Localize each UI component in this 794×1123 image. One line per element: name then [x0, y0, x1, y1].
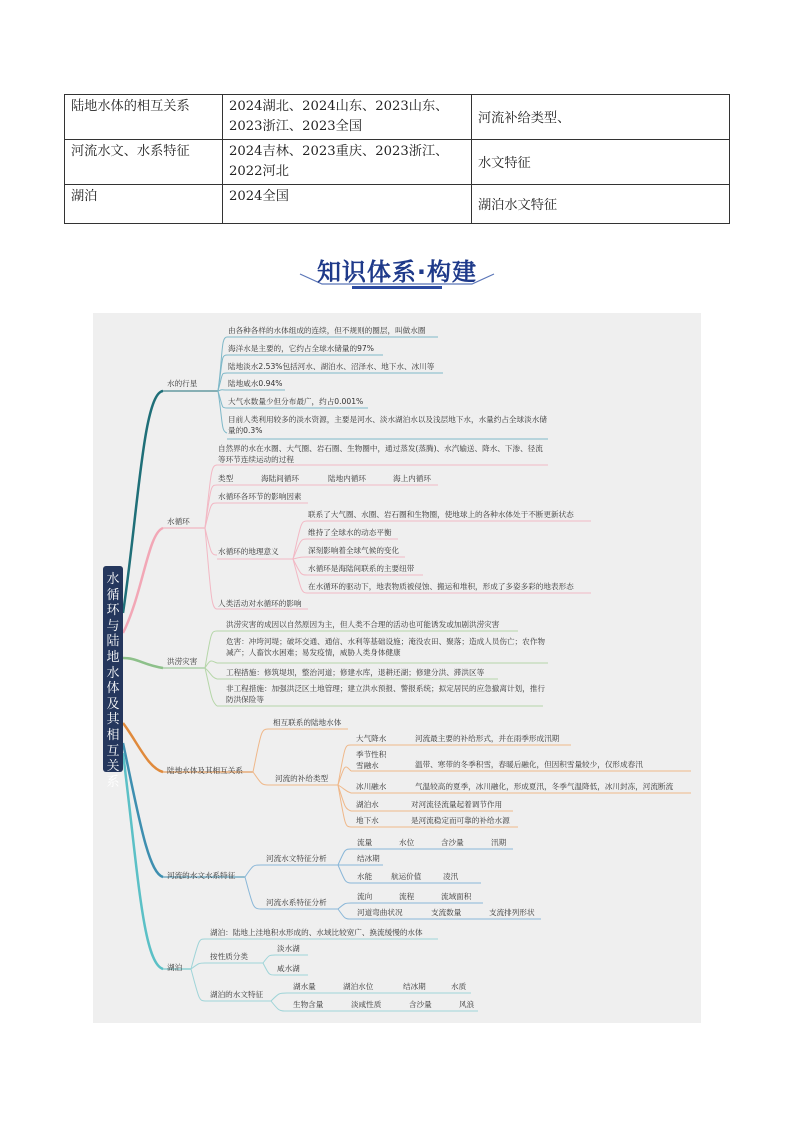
section-title: 知识体系·构建	[316, 258, 478, 286]
branch-label-flood: 洪涝灾害	[167, 657, 198, 666]
mindmap-node: 联系了大气圈、水圈、岩石圈和生物圈，使地球上的各种水体处于不断更新状态	[308, 510, 574, 519]
branch-label-water-cycle: 水循环	[167, 517, 190, 526]
mindmap-node: 河道弯曲状况	[357, 908, 403, 917]
mindmap-node: 淡水湖	[277, 944, 300, 953]
mindmap-node: 类型	[218, 474, 234, 483]
mindmap-node: 咸水湖	[277, 964, 300, 973]
mindmap-node: 深刻影响着全球气候的变化	[308, 546, 400, 555]
mindmap-node: 温带、寒带的冬季积雪，春暖后融化，但因积雪量较少，仅形成春汛	[415, 760, 643, 769]
mindmap-node: 含沙量	[441, 838, 464, 847]
mindmap-node: 海洋水是主要的，它约占全球水储量的97%	[228, 344, 374, 353]
mindmap-node: 生物含量	[293, 1000, 324, 1009]
mindmap-node: 对河流径流量起着调节作用	[411, 800, 503, 809]
mindmap-node: 河流的补给类型	[275, 774, 329, 783]
branch-label-lake: 湖泊	[167, 963, 183, 972]
mindmap-node: 工程措施：修筑堤坝，整治河道；修建水库，退耕还湖；修建分洪、滞洪区等	[226, 668, 485, 677]
branch-label-land-water: 陆地水体及其相互关系	[167, 766, 243, 775]
mindmap-node: 在水循环的驱动下，地表物质被侵蚀、搬运和堆积，形成了多姿多彩的地表形态	[308, 582, 574, 591]
mindmap-node: 洪涝灾害的成因以自然原因为主，但人类不合理的活动也可能诱发或加剧洪涝灾害	[226, 620, 500, 629]
table-row	[65, 140, 730, 185]
table-cell-focus: 湖泊水文特征	[472, 185, 730, 224]
mindmap-node: 季节性积雪融水	[356, 750, 387, 770]
mindmap-node: 大气降水	[356, 734, 387, 743]
table-cell-topic: 湖泊	[65, 185, 223, 224]
mindmap-node: 风浪	[459, 1000, 475, 1009]
table-cell-exams: 2024吉林、2023重庆、2023浙江、2022河北	[223, 140, 472, 185]
table-cell-topic: 陆地水体的相互关系	[65, 95, 223, 140]
table-row	[65, 95, 730, 140]
mindmap-node: 航运价值	[391, 872, 422, 881]
mindmap-node: 流向	[357, 892, 373, 901]
mindmap-node: 湖泊水	[356, 800, 379, 809]
mindmap-node: 水循环的地理意义	[218, 547, 279, 556]
mindmap-node: 汛期	[491, 838, 507, 847]
mindmap-node: 气温较高的夏季，冰川融化，形成夏汛，冬季气温降低，冰川封冻，河流断流	[415, 782, 674, 791]
mindmap-node: 非工程措施：加强洪泛区土地管理；建立洪水预报、警报系统；拟定居民的应急撤离计划，推行防洪保险等	[226, 684, 545, 704]
mindmap-node: 目前人类利用较多的淡水资源，主要是河水、淡水湖泊水以及浅层地下水，水量约占全球淡水储量的0.3%	[228, 415, 547, 435]
mindmap-node: 河流最主要的补给形式，并在雨季形成汛期	[415, 734, 560, 743]
mindmap-node: 水循环是海陆间联系的主要纽带	[308, 564, 415, 573]
mindmap-node: 流量	[357, 838, 373, 847]
mindmap-node: 结冰期	[403, 982, 426, 991]
mindmap-node: 湖泊的水文特征	[210, 990, 264, 999]
exam-topic-table	[64, 94, 730, 224]
table-cell-focus: 河流补给类型、	[472, 95, 730, 140]
mindmap-node: 水质	[451, 982, 467, 991]
mindmap-node: 湖泊：陆地上洼地积水形成的、水域比较宽广、换流缓慢的水体	[210, 928, 423, 937]
mindmap-node: 湖水量	[293, 982, 316, 991]
table-cell-exams: 2024全国	[223, 185, 472, 224]
mindmap-node: 陆地内循环	[328, 474, 366, 483]
mindmap-node: 水位	[399, 838, 415, 847]
table-row	[65, 185, 730, 224]
mindmap-node: 支流排列形状	[489, 908, 535, 917]
mindmap-node: 大气水数量少但分布最广，约占0.001%	[228, 397, 364, 406]
mindmap-root: 水循环与陆地水体及其相互关系	[103, 566, 123, 772]
mindmap-node: 冰川融水	[356, 782, 387, 791]
mindmap-node: 自然界的水在水圈、大气圈、岩石圈、生物圈中，通过蒸发(蒸腾)、水汽输送、降水、下渗、径流等环节连续运动的过程	[218, 444, 543, 464]
mindmap-node: 淡咸性质	[351, 1000, 382, 1009]
mindmap-node: 陆地淡水2.53%包括河水、湖泊水、沼泽水、地下水、冰川等	[228, 362, 435, 371]
mindmap-node: 流程	[399, 892, 415, 901]
mindmap-node: 湖泊水位	[343, 982, 374, 991]
mindmap-node: 危害：冲垮河堤；破坏交通、通信、水利等基础设施；淹没农田、聚落；造成人员伤亡；农作物减产；人畜饮水困难；易发疫情，威胁人类身体健康	[226, 637, 545, 657]
mindmap-node: 陆地咸水0.94%	[228, 379, 283, 388]
mindmap-node: 河流水系特征分析	[266, 898, 327, 907]
table-cell-topic: 河流水文、水系特征	[65, 140, 223, 185]
table-cell-exams: 2024湖北、2024山东、2023山东、2023浙江、2023全国	[223, 95, 472, 140]
mindmap-node: 水能	[357, 872, 373, 881]
mindmap-node: 含沙量	[409, 1000, 432, 1009]
mindmap-node: 人类活动对水循环的影响	[218, 599, 302, 608]
mindmap-node: 按性质分类	[210, 952, 248, 961]
mindmap-node: 流域面积	[441, 892, 472, 901]
mindmap-node: 结冰期	[357, 854, 380, 863]
mindmap-node: 凌汛	[443, 872, 459, 881]
branch-label-water-planet: 水的行星	[167, 379, 198, 388]
mindmap-node: 海上内循环	[393, 474, 431, 483]
branch-label-river-features: 河流的水文水系特征	[167, 871, 236, 880]
mindmap-node: 是河流稳定而可靠的补给水源	[411, 816, 510, 825]
mindmap-node: 地下水	[356, 816, 379, 825]
mindmap-node: 支流数量	[431, 908, 462, 917]
mindmap-node: 相互联系的陆地水体	[273, 718, 342, 727]
mindmap-node: 由各种各样的水体组成的连续，但不规则的圈层，叫做水圈	[228, 326, 426, 335]
mindmap-node: 水循环各环节的影响因素	[218, 492, 302, 501]
mindmap-node: 海陆间循环	[261, 474, 299, 483]
mindmap-node: 维持了全球水的动态平衡	[308, 528, 392, 537]
mindmap-node: 河流水文特征分析	[266, 854, 327, 863]
table-cell-focus: 水文特征	[472, 140, 730, 185]
mindmap	[93, 313, 701, 1023]
